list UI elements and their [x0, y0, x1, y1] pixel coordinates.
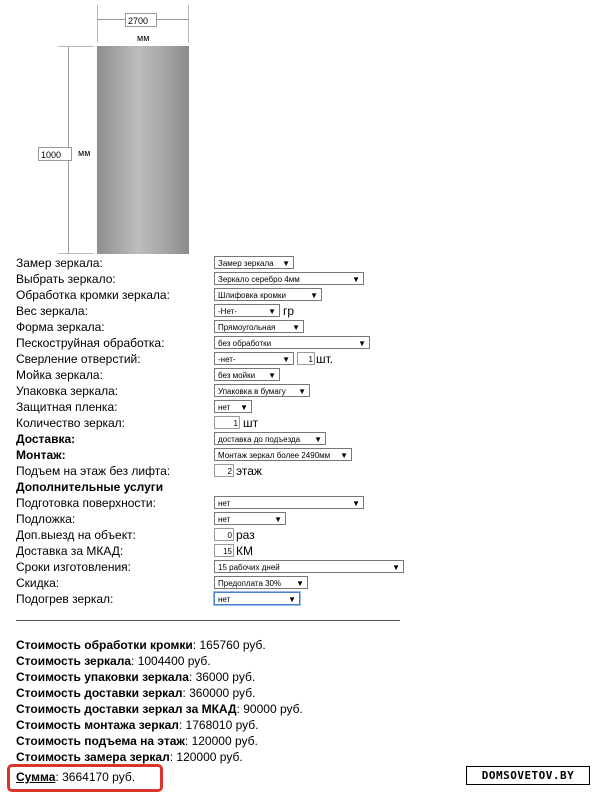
chevron-down-icon: ▼	[282, 355, 290, 364]
packing-select[interactable]: Упаковка в бумагу ▼	[214, 384, 310, 397]
quantity-input[interactable]: 1	[214, 416, 240, 429]
mounting-label: Монтаж:	[16, 448, 66, 462]
mounting-select[interactable]: Монтаж зеркал более 2490мм ▼	[214, 448, 352, 461]
quantity-label: Количество зеркал:	[16, 416, 126, 430]
measure-label: Замер зеркала:	[16, 256, 103, 270]
cost-edge: Стоимость обработки кромки: 165760 руб.	[16, 638, 266, 652]
delivery-label: Доставка:	[16, 432, 76, 446]
chevron-down-icon: ▼	[392, 563, 400, 572]
extra-trip-input[interactable]: 0	[214, 528, 234, 541]
cost-mounting: Стоимость монтажа зеркал: 1768010 руб.	[16, 718, 259, 732]
chevron-down-icon: ▼	[268, 307, 276, 316]
width-unit: мм	[137, 33, 150, 43]
shape-label: Форма зеркала:	[16, 320, 105, 334]
surface-label: Подготовка поверхности:	[16, 496, 156, 510]
extra-trip-label: Доп.выезд на объект:	[16, 528, 136, 542]
chevron-down-icon: ▼	[358, 339, 366, 348]
chevron-down-icon: ▼	[268, 371, 276, 380]
mkad-unit: КМ	[236, 544, 253, 558]
chevron-down-icon: ▼	[296, 579, 304, 588]
cost-packing: Стоимость упаковки зеркала: 36000 руб.	[16, 670, 256, 684]
mirror-label: Выбрать зеркало:	[16, 272, 116, 286]
chevron-down-icon: ▼	[282, 259, 290, 268]
delivery-select[interactable]: доставка до подъезда ▼	[214, 432, 326, 445]
mkad-input[interactable]: 15	[214, 544, 234, 557]
heating-select[interactable]: нет ▼	[214, 592, 300, 605]
cost-delivery: Стоимость доставки зеркал: 360000 руб.	[16, 686, 256, 700]
discount-label: Скидка:	[16, 576, 60, 590]
cost-measure: Стоимость замера зеркал: 120000 руб.	[16, 750, 243, 764]
sandblast-select[interactable]: без обработки ▼	[214, 336, 370, 349]
weight-label: Вес зеркала:	[16, 304, 88, 318]
washing-select[interactable]: без мойки ▼	[214, 368, 280, 381]
heating-label: Подогрев зеркал:	[16, 592, 114, 606]
backing-select[interactable]: нет ▼	[214, 512, 286, 525]
divider	[16, 620, 400, 621]
edge-label: Обработка кромки зеркала:	[16, 288, 170, 302]
mirror-select[interactable]: Зеркало серебро 4мм ▼	[214, 272, 364, 285]
chevron-down-icon: ▼	[310, 291, 318, 300]
measure-select[interactable]: Замер зеркала ▼	[214, 256, 294, 269]
washing-label: Мойка зеркала:	[16, 368, 103, 382]
drilling-count-input[interactable]: 1	[297, 352, 315, 365]
cost-delivery-mkad: Стоимость доставки зеркал за МКАД: 90000 руб.	[16, 702, 303, 716]
drilling-unit: шт.	[316, 352, 334, 366]
mkad-label: Доставка за МКАД:	[16, 544, 124, 558]
weight-select[interactable]: -Нет- ▼	[214, 304, 280, 317]
extra-trip-unit: раз	[236, 528, 255, 542]
chevron-down-icon: ▼	[298, 387, 306, 396]
film-select[interactable]: нет ▼	[214, 400, 252, 413]
total-sum: Сумма: 3664170 руб.	[16, 770, 136, 784]
terms-select[interactable]: 15 рабочих дней ▼	[214, 560, 404, 573]
lift-unit: этаж	[236, 464, 262, 478]
mirror-preview	[97, 46, 189, 254]
chevron-down-icon: ▼	[274, 515, 282, 524]
film-label: Защитная пленка:	[16, 400, 118, 414]
chevron-down-icon: ▼	[240, 403, 248, 412]
extra-services-header: Дополнительные услуги	[16, 480, 164, 494]
discount-select[interactable]: Предоплата 30% ▼	[214, 576, 308, 589]
height-dim-top-line	[58, 46, 94, 47]
surface-select[interactable]: нет ▼	[214, 496, 364, 509]
width-dimension	[97, 5, 189, 45]
chevron-down-icon: ▼	[352, 499, 360, 508]
height-input[interactable]: 1000	[38, 147, 72, 161]
weight-unit: гр	[283, 304, 295, 318]
backing-label: Подложка:	[16, 512, 76, 526]
chevron-down-icon: ▼	[314, 435, 322, 444]
watermark: DOMSOVETOV.BY	[466, 766, 590, 785]
width-input[interactable]: 2700	[125, 13, 157, 27]
edge-select[interactable]: Шлифовка кромки ▼	[214, 288, 322, 301]
lift-input[interactable]: 2	[214, 464, 234, 477]
packing-label: Упаковка зеркала:	[16, 384, 119, 398]
shape-select[interactable]: Прямоугольная ▼	[214, 320, 304, 333]
chevron-down-icon: ▼	[340, 451, 348, 460]
cost-mirror: Стоимость зеркала: 1004400 руб.	[16, 654, 211, 668]
height-unit: мм	[78, 148, 91, 158]
chevron-down-icon: ▼	[352, 275, 360, 284]
sandblast-label: Пескоструйная обработка:	[16, 336, 165, 350]
chevron-down-icon: ▼	[292, 323, 300, 332]
drilling-label: Сверление отверстий:	[16, 352, 141, 366]
drilling-select[interactable]: -нет- ▼	[214, 352, 294, 365]
terms-label: Сроки изготовления:	[16, 560, 132, 574]
lift-label: Подъем на этаж без лифта:	[16, 464, 171, 478]
chevron-down-icon: ▼	[288, 595, 296, 604]
height-dim-bottom-line	[58, 253, 94, 254]
cost-lift: Стоимость подъема на этаж: 120000 руб.	[16, 734, 258, 748]
quantity-unit: шт	[243, 416, 259, 430]
